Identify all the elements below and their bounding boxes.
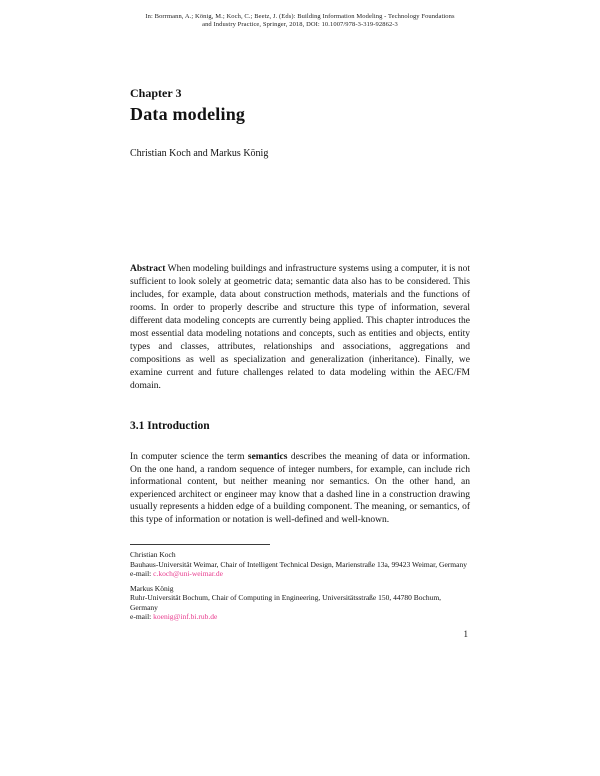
citation-line-2: and Industry Practice, Springer, 2018, DOI: 10.1007/978-3-319-92862-3 <box>202 21 398 28</box>
citation-header <box>0 0 600 29</box>
intro-semantics-term: semantics <box>247 452 288 462</box>
footnote-author-2-email-label: e-mail: <box>130 612 154 621</box>
footnote-author-1-email-label: e-mail: <box>130 569 154 578</box>
footnote-author-1-email-line <box>130 569 470 579</box>
footnote-author-2-name: Markus König <box>130 583 174 593</box>
page-number: 1 <box>463 628 468 639</box>
footnotes-block <box>130 550 470 622</box>
footnote-author-1-email-link[interactable]: c.koch@uni-weimar.de <box>153 569 223 578</box>
intro-text-before: In computer science the term <box>130 452 248 462</box>
section-heading: 3.1 Introduction <box>130 420 210 432</box>
footnote-author-1-affiliation: Bauhaus-Universität Weimar, Chair of Intelligent Technical Design, Marienstraße 13a, 99423 Weimar, Germany <box>130 559 467 569</box>
abstract-label: Abstract <box>130 264 166 274</box>
authors-line: Christian Koch and Markus König <box>130 148 269 159</box>
footnote-author-2-email-link[interactable]: koenig@inf.bi.rub.de <box>153 612 218 621</box>
footnote-author-2-email-line <box>130 612 470 622</box>
intro-text-after: describes the meaning of data or information. On the one hand, a random sequence of integer numbers, for example, can include rich informational content, but neither meaning nor semantics. On the other hand, an experienced architect or engineer may know that a dashed line in a construction drawing usually represents a hidden edge of a building component. The meaning, or semantics, of this type of information or notation is well-defined and well-known. <box>130 452 470 525</box>
introduction-paragraph <box>130 451 470 526</box>
abstract-text: When modeling buildings and infrastructure systems using a computer, it is not sufficient to look solely at geometric data; semantic data also has to be considered. This includes, for example, data about construction methods, materials and the functions of rooms. In order to properly describe and structure this type of information, several different data modeling concepts are currently being applied. This chapter introduces the most essential data modeling notations and concepts, such as entities and objects, entity types and classes, attributes, relationships and associations, aggregations and compositions as well as specialization and generalization (inheritance). Finally, we examine current and future challenges related to data modeling within the AEC/FM domain. <box>130 264 470 391</box>
chapter-title: Data modeling <box>130 104 246 124</box>
abstract-paragraph <box>130 263 470 393</box>
footnote-author-1-name: Christian Koch <box>130 550 176 559</box>
chapter-label: Chapter 3 <box>130 86 182 100</box>
footnote-author-2 <box>130 584 470 622</box>
citation-line-1: In: Borrmann, A.; König, M.; Koch, C.; Beetz, J. (Eds): Building Information Modeling - Technology Foundations <box>145 13 455 20</box>
footnote-author-1 <box>130 550 470 579</box>
page-content <box>130 86 470 639</box>
footnote-divider <box>130 544 270 545</box>
footnote-author-2-affiliation: Ruhr-Universität Bochum, Chair of Computing in Engineering, Universitätsstraße 150, 44780 Bochum, Germany <box>130 593 442 612</box>
